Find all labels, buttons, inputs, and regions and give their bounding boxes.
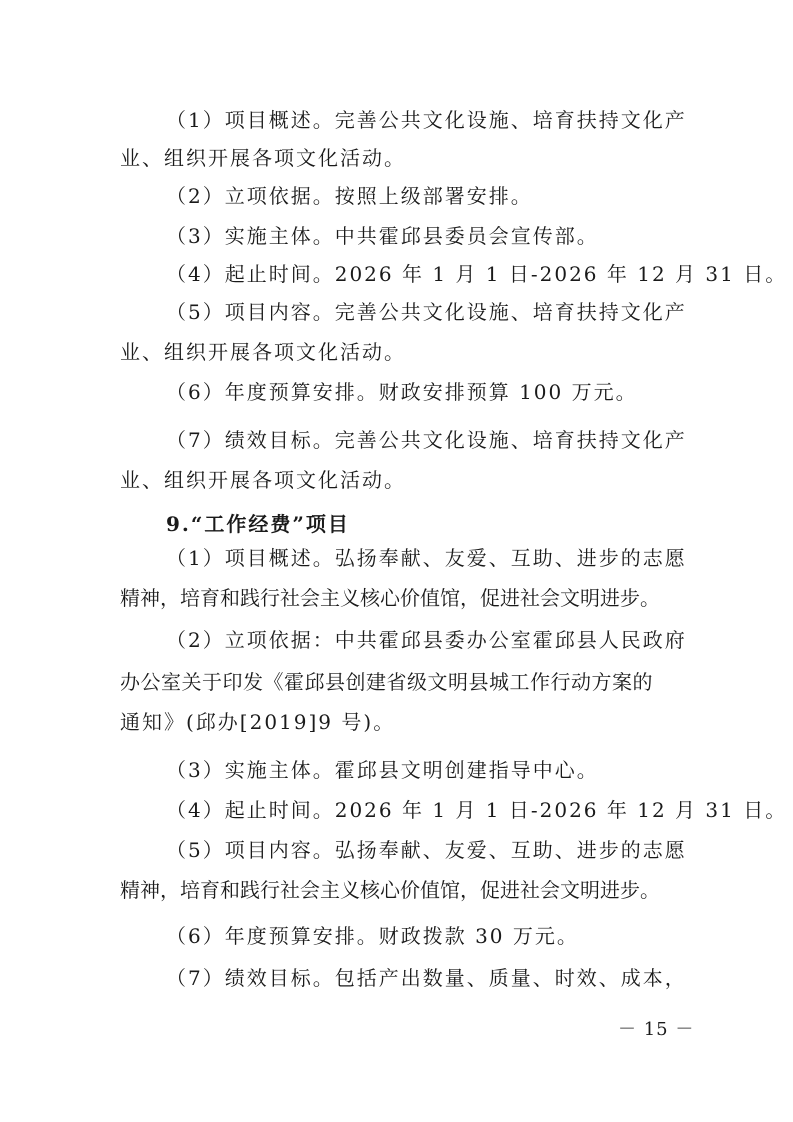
- paragraph-line: （7）绩效目标。完善公共文化设施、培育扶持文化产: [166, 428, 687, 452]
- paragraph-line: 办公室关于印发《霍邱县创建省级文明县城工作行动方案的: [120, 670, 653, 694]
- paragraph-line: （4）起止时间。2026 年 1 月 1 日-2026 年 12 月 31 日。: [166, 262, 788, 286]
- page-number: － 15 －: [618, 1019, 695, 1040]
- paragraph-line: （6）年度预算安排。财政安排预算 100 万元。: [166, 380, 638, 404]
- paragraph-line: （2）立项依据。按照上级部署安排。: [166, 184, 533, 208]
- paragraph-line: （2）立项依据：中共霍邱县委办公室霍邱县人民政府: [166, 628, 687, 652]
- paragraph-line: （5）项目内容。完善公共文化设施、培育扶持文化产: [166, 300, 687, 324]
- paragraph-line: （7）绩效目标。包括产出数量、质量、时效、成本，: [166, 966, 687, 990]
- paragraph-line: （6）年度预算安排。财政拨款 30 万元。: [166, 924, 579, 948]
- paragraph-line: 业、组织开展各项文化活动。: [120, 468, 406, 492]
- paragraph-line: （4）起止时间。2026 年 1 月 1 日-2026 年 12 月 31 日。: [166, 798, 788, 822]
- paragraph-line: 精神，培育和践行社会主义核心价值馆，促进社会文明进步。: [120, 586, 660, 610]
- paragraph-line: 业、组织开展各项文化活动。: [120, 340, 406, 364]
- paragraph-line: 业、组织开展各项文化活动。: [120, 146, 406, 170]
- paragraph-line: （1）项目概述。弘扬奉献、友爱、互助、进步的志愿: [166, 546, 687, 570]
- paragraph-line: （5）项目内容。弘扬奉献、友爱、互助、进步的志愿: [166, 838, 687, 862]
- paragraph-line: （3）实施主体。中共霍邱县委员会宣传部。: [166, 224, 599, 248]
- section-heading: 9.“工作经费”项目: [166, 512, 350, 536]
- paragraph-line: （3）实施主体。霍邱县文明创建指导中心。: [166, 758, 599, 782]
- paragraph-line: （1）项目概述。完善公共文化设施、培育扶持文化产: [166, 108, 687, 132]
- paragraph-line: 精神，培育和践行社会主义核心价值馆，促进社会文明进步。: [120, 878, 660, 902]
- paragraph-line: 通知》(邱办[2019]9 号)。: [120, 710, 396, 734]
